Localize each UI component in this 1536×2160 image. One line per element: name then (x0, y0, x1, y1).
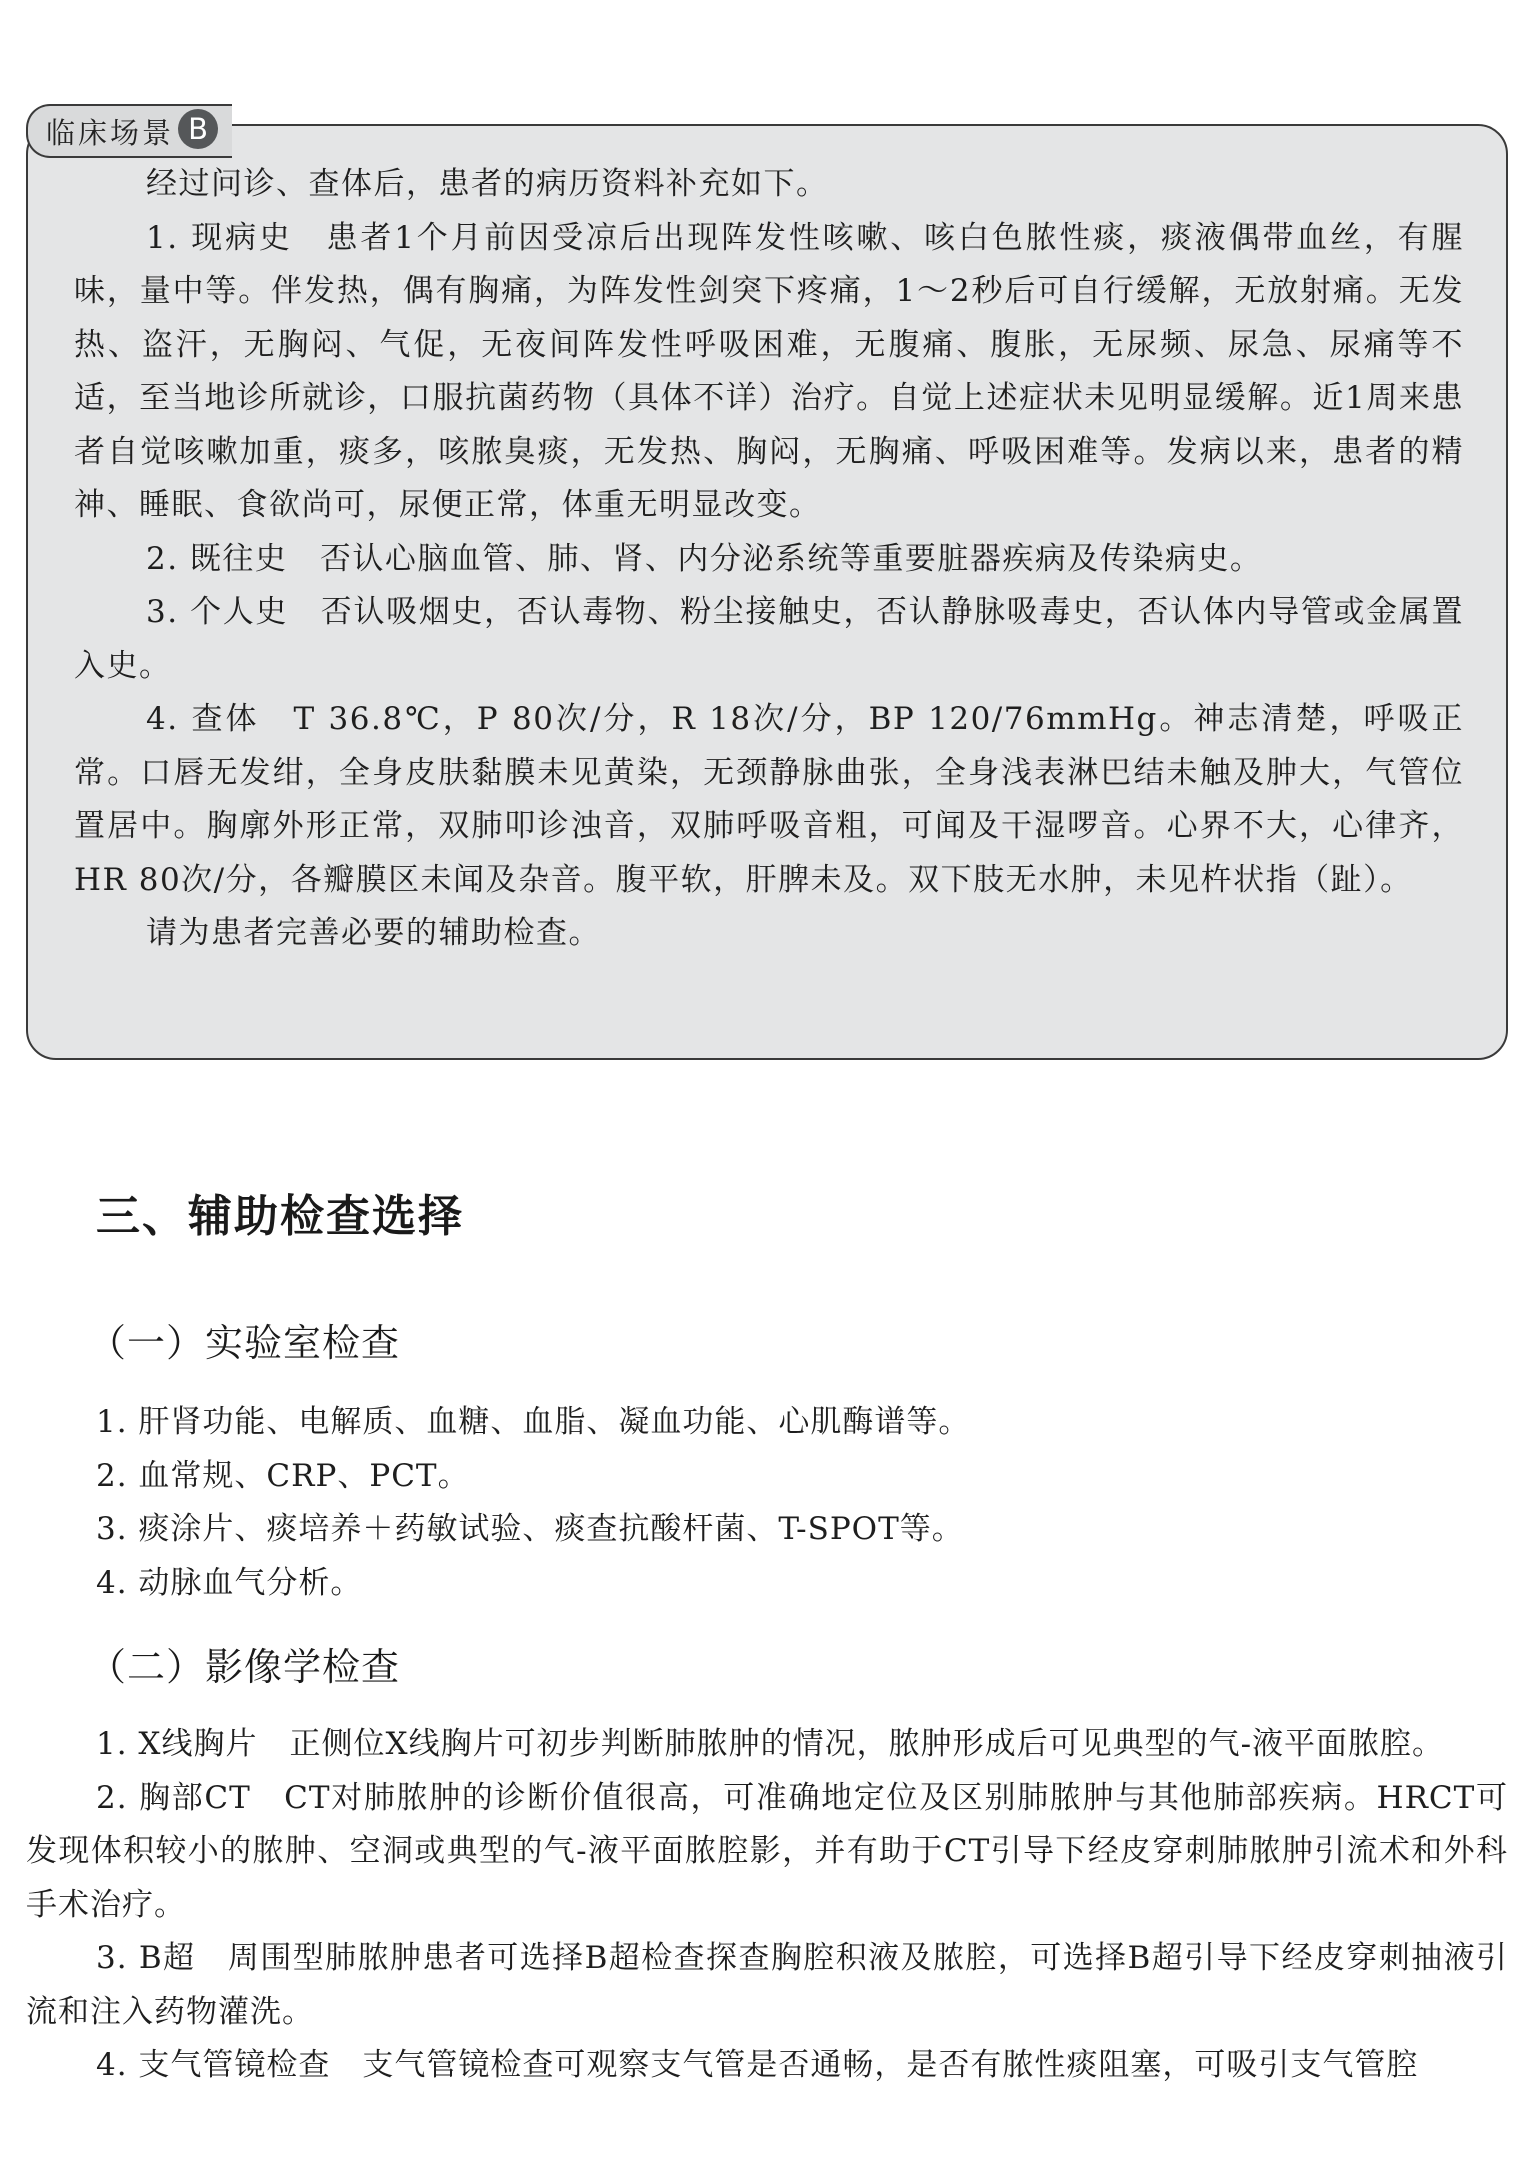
imaging-body (26, 1718, 1508, 2093)
clinical-scenario-tag (26, 104, 232, 158)
tag-badge: B (178, 109, 218, 149)
case-past-history: 2. 既往史 否认心脑血管、肺、肾、内分泌系统等重要脏器疾病及传染病史。 (146, 540, 1263, 577)
tag-label: 临床场景 (46, 115, 175, 150)
lab-item: 4. 动脉血气分析。 (96, 1564, 363, 1601)
case-body (74, 158, 1464, 961)
section-title: 三、辅助检查选择 (96, 1191, 464, 1242)
lab-list (96, 1396, 1396, 1610)
lab-item: 2. 血常规、CRP、PCT。 (96, 1457, 470, 1494)
case-present-illness: 1. 现病史 患者1个月前因受凉后出现阵发性咳嗽、咳白色脓性痰，痰液偶带血丝，有腥味，量中等。伴发热，偶有胸痛，为阵发性剑突下疼痛，1～2秒后可自行缓解，无放射痛。无发热、盗汗，无胸闷、气促，无夜间阵发性呼吸困难，无腹痛、腹胀，无尿频、尿急、尿痛等不适，至当地诊所就诊，口服抗菌药物（具体不详）治疗。自觉上述症状未见明显缓解。近1周来患者自觉咳嗽加重，痰多，咳脓臭痰，无发热、胸闷，无胸痛、呼吸困难等。发病以来，患者的精神、睡眠、食欲尚可，尿便正常，体重无明显改变。 (74, 219, 1464, 523)
case-intro: 经过问诊、查体后，患者的病历资料补充如下。 (146, 166, 829, 202)
imaging-xray: 1. X线胸片 正侧位X线胸片可初步判断肺脓肿的情况，脓肿形成后可见典型的气-液平面脓腔。 (96, 1726, 1445, 1762)
lab-item: 1. 肝肾功能、电解质、血糖、血脂、凝血功能、心肌酶谱等。 (96, 1404, 971, 1440)
lab-item: 3. 痰涂片、痰培养＋药敏试验、痰查抗酸杆菌、T-SPOT等。 (96, 1511, 964, 1547)
imaging-ct: 2. 胸部CT CT对肺脓肿的诊断价值很高，可准确地定位及区别肺脓肿与其他肺部疾病。HRCT可发现体积较小的脓肿、空洞或典型的气-液平面脓腔影，并有助于CT引导下经皮穿刺肺脓肿引流术和外科手术治疗。 (26, 1779, 1508, 1923)
lab-subtitle: （一）实验室检查 (88, 1321, 401, 1365)
case-request: 请为患者完善必要的辅助检查。 (146, 915, 601, 951)
imaging-subtitle: （二）影像学检查 (88, 1645, 401, 1689)
case-personal-history: 3. 个人史 否认吸烟史，否认毒物、粉尘接触史，否认静脉吸毒史，否认体内导管或金属置入史。 (74, 594, 1464, 684)
case-physical-exam: 4. 查体 T 36.8℃，P 80次/分，R 18次/分，BP 120/76mmHg。神志清楚，呼吸正常。口唇无发绀，全身皮肤黏膜未见黄染，无颈静脉曲张，全身浅表淋巴结未触及肿大，气管位置居中。胸廓外形正常，双肺叩诊浊音，双肺呼吸音粗，可闻及干湿啰音。心界不大，心律齐，HR 80次/分，各瓣膜区未闻及杂音。腹平软，肝脾未及。双下肢无水肿，未见杵状指（趾）。 (74, 701, 1464, 898)
imaging-bronchoscopy: 4. 支气管镜检查 支气管镜检查可观察支气管是否通畅，是否有脓性痰阻塞，可吸引支气管腔 (96, 2047, 1419, 2083)
imaging-ultrasound: 3. B超 周围型肺脓肿患者可选择B超检查探查胸腔积液及脓腔，可选择B超引导下经皮穿刺抽液引流和注入药物灌洗。 (26, 1940, 1508, 2030)
